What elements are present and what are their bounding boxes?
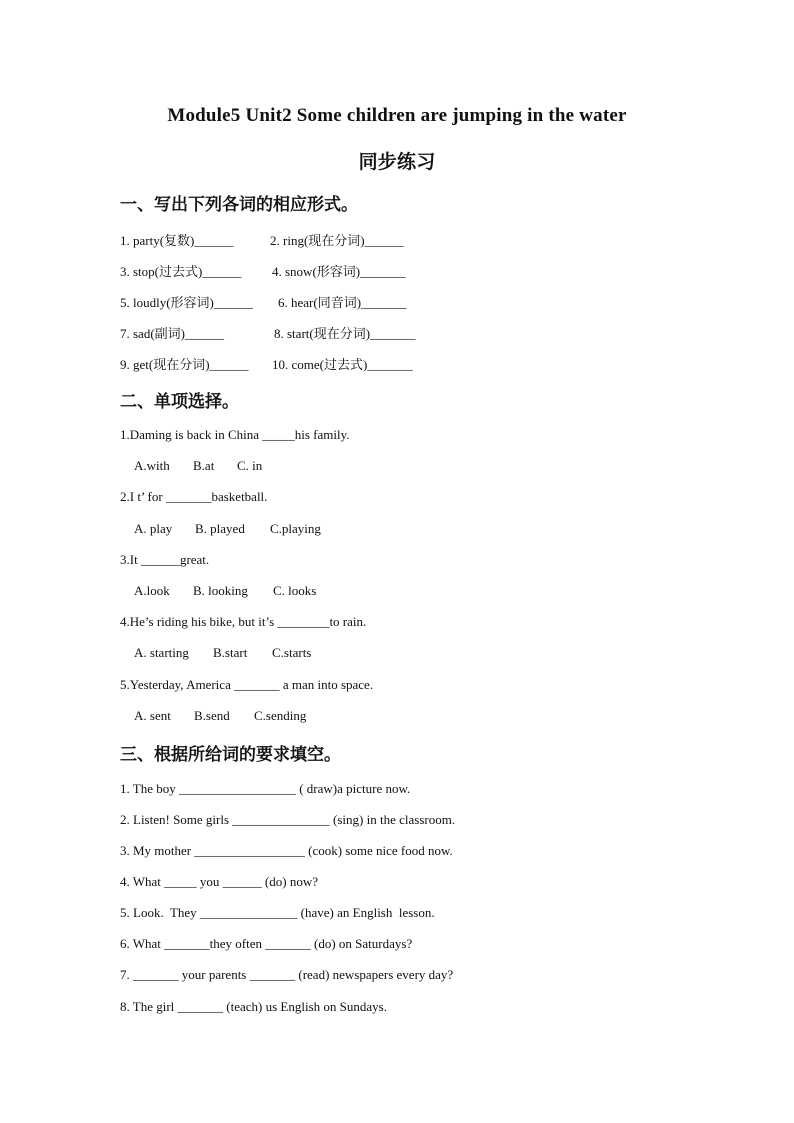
word-form-item: 3. stop(过去式)______ bbox=[120, 264, 242, 279]
word-form-item: 6. hear(同音词)_______ bbox=[278, 295, 407, 310]
word-form-item: 7. sad(副词)______ bbox=[120, 326, 224, 341]
page-subtitle: 同步练习 bbox=[358, 151, 436, 173]
section2-heading: 二、单项选择。 bbox=[120, 392, 239, 412]
mc-option: C.sending bbox=[254, 708, 307, 723]
mc-question: 2.I t’ for _______basketball. bbox=[120, 489, 268, 504]
fill-blank-item: 5. Look. They _______________ (have) an English lesson. bbox=[120, 905, 435, 920]
fill-blank-item: 2. Listen! Some girls _______________ (sing) in the classroom. bbox=[120, 812, 456, 827]
mc-option: C.starts bbox=[272, 645, 312, 660]
fill-blank-item: 8. The girl _______ (teach) us English on Sundays. bbox=[120, 999, 387, 1014]
word-form-item: 10. come(过去式)_______ bbox=[272, 357, 413, 372]
mc-question: 4.He’s riding his bike, but it’s ________to rain. bbox=[120, 614, 367, 629]
mc-option: C. looks bbox=[273, 583, 317, 598]
mc-option: B.start bbox=[213, 645, 248, 660]
word-form-item: 5. loudly(形容词)______ bbox=[120, 295, 253, 310]
fill-blank-item: 1. The boy __________________ ( draw)a picture now. bbox=[120, 781, 411, 796]
mc-option: A. starting bbox=[134, 645, 189, 660]
mc-option: B. played bbox=[195, 521, 245, 536]
section3-heading: 三、根据所给词的要求填空。 bbox=[120, 745, 341, 765]
mc-option: B.at bbox=[193, 458, 215, 473]
word-form-item: 9. get(现在分词)______ bbox=[120, 357, 249, 372]
fill-blank-item: 3. My mother _________________ (cook) some nice food now. bbox=[120, 843, 453, 858]
word-form-item: 8. start(现在分词)_______ bbox=[274, 326, 416, 341]
mc-option: B.send bbox=[194, 708, 230, 723]
fill-blank-item: 7. _______ your parents _______ (read) newspapers every day? bbox=[120, 967, 454, 982]
page-title: Module5 Unit2 Some children are jumping in the water bbox=[167, 105, 627, 126]
mc-question: 5.Yesterday, America _______ a man into space. bbox=[120, 677, 374, 692]
word-form-item: 1. party(复数)______ bbox=[120, 233, 234, 248]
word-form-item: 2. ring(现在分词)______ bbox=[270, 233, 404, 248]
mc-option: C.playing bbox=[270, 521, 321, 536]
fill-blank-item: 4. What _____ you ______ (do) now? bbox=[120, 874, 318, 889]
section1-heading: 一、写出下列各词的相应形式。 bbox=[120, 195, 358, 215]
mc-option: A. sent bbox=[134, 708, 171, 723]
word-form-item: 4. snow(形容词)_______ bbox=[272, 264, 406, 279]
mc-question: 3.It ______great. bbox=[120, 552, 210, 567]
mc-option: A.look bbox=[134, 583, 170, 598]
mc-option: B. looking bbox=[193, 583, 248, 598]
mc-option: C. in bbox=[237, 458, 263, 473]
mc-option: A. play bbox=[134, 521, 173, 536]
fill-blank-item: 6. What _______they often _______ (do) on Saturdays? bbox=[120, 936, 413, 951]
mc-option: A.with bbox=[134, 458, 170, 473]
mc-question: 1.Daming is back in China _____his family. bbox=[120, 427, 350, 442]
